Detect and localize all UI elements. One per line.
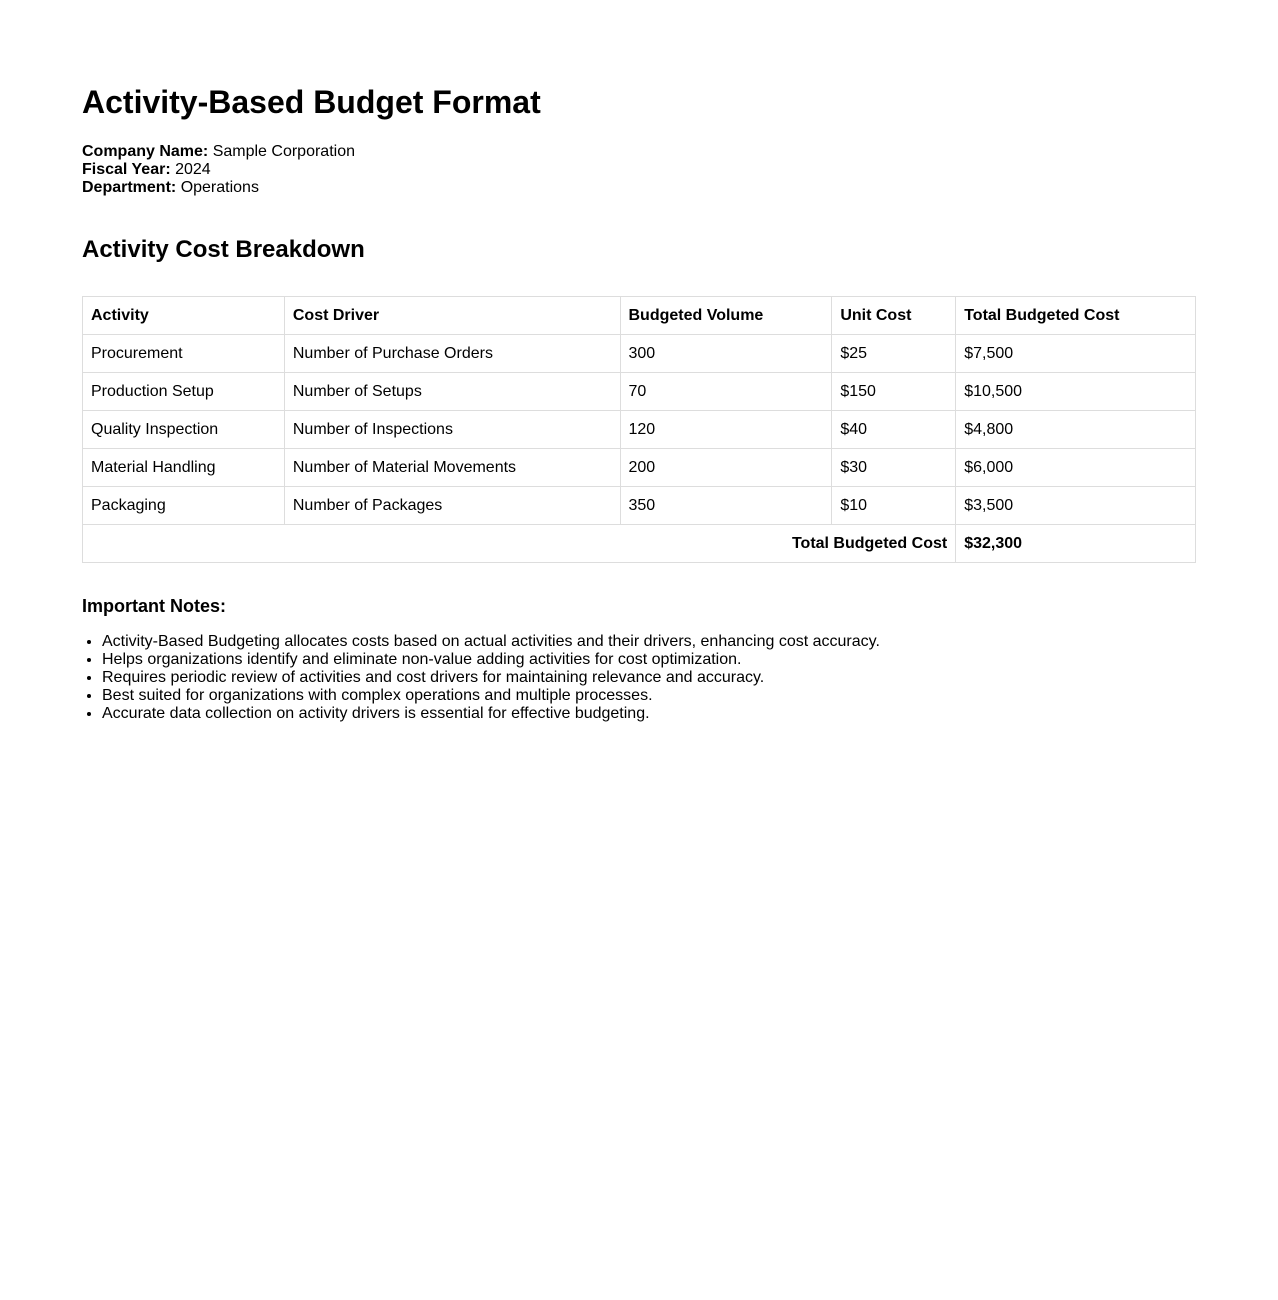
header-unit-cost: Unit Cost (832, 297, 956, 335)
department-label: Department: (82, 179, 177, 196)
list-item: • Helps organizations identify and eliminate non-value adding activities for cost optimization. (102, 651, 1196, 669)
company-name-row (82, 143, 1196, 161)
company-info (82, 143, 1196, 197)
cell-total-cost: $6,000 (956, 449, 1196, 487)
cell-activity: Packaging (83, 487, 285, 525)
list-item: • Requires periodic review of activities and cost drivers for maintaining relevance and accuracy. (102, 669, 1196, 687)
table-row (83, 487, 1196, 525)
cell-budgeted-volume: 200 (620, 449, 832, 487)
activity-cost-table (82, 296, 1196, 563)
total-label: Total Budgeted Cost (83, 525, 956, 563)
cell-total-cost: $7,500 (956, 335, 1196, 373)
header-budgeted-volume: Budgeted Volume (620, 297, 832, 335)
header-activity: Activity (83, 297, 285, 335)
total-value: $32,300 (956, 525, 1196, 563)
cell-unit-cost: $40 (832, 411, 956, 449)
fiscal-year-value: 2024 (175, 161, 211, 178)
notes-title: Important Notes: (82, 596, 226, 616)
list-item: • Accurate data collection on activity drivers is essential for effective budgeting. (102, 705, 1196, 723)
cell-cost-driver: Number of Inspections (284, 411, 620, 449)
table-row (83, 335, 1196, 373)
cell-activity: Procurement (83, 335, 285, 373)
company-name-label: Company Name: (82, 143, 209, 160)
cell-unit-cost: $30 (832, 449, 956, 487)
cell-cost-driver: Number of Setups (284, 373, 620, 411)
cell-activity: Quality Inspection (83, 411, 285, 449)
department-row (82, 179, 1196, 197)
cell-budgeted-volume: 120 (620, 411, 832, 449)
cell-total-cost: $4,800 (956, 411, 1196, 449)
page-title: Activity-Based Budget Format (82, 84, 541, 120)
table-total-row (83, 525, 1196, 563)
cell-cost-driver: Number of Packages (284, 487, 620, 525)
cell-total-cost: $10,500 (956, 373, 1196, 411)
cell-budgeted-volume: 70 (620, 373, 832, 411)
table-header-row (83, 297, 1196, 335)
cell-cost-driver: Number of Material Movements (284, 449, 620, 487)
cell-budgeted-volume: 350 (620, 487, 832, 525)
fiscal-year-label: Fiscal Year: (82, 161, 171, 178)
cell-unit-cost: $10 (832, 487, 956, 525)
header-total-budgeted-cost: Total Budgeted Cost (956, 297, 1196, 335)
list-item: • Best suited for organizations with complex operations and multiple processes. (102, 687, 1196, 705)
table-row (83, 373, 1196, 411)
cell-activity: Material Handling (83, 449, 285, 487)
table-row (83, 449, 1196, 487)
cell-unit-cost: $150 (832, 373, 956, 411)
section-title: Activity Cost Breakdown (82, 236, 365, 263)
cell-activity: Production Setup (83, 373, 285, 411)
cell-cost-driver: Number of Purchase Orders (284, 335, 620, 373)
notes-list (82, 633, 1196, 723)
cell-total-cost: $3,500 (956, 487, 1196, 525)
fiscal-year-row (82, 161, 1196, 179)
company-name-value: Sample Corporation (212, 143, 355, 160)
list-item: • Activity-Based Budgeting allocates costs based on actual activities and their drivers, enhancing cost accuracy. (102, 633, 1196, 651)
cell-budgeted-volume: 300 (620, 335, 832, 373)
cell-unit-cost: $25 (832, 335, 956, 373)
header-cost-driver: Cost Driver (284, 297, 620, 335)
department-value: Operations (180, 179, 259, 196)
table-row (83, 411, 1196, 449)
